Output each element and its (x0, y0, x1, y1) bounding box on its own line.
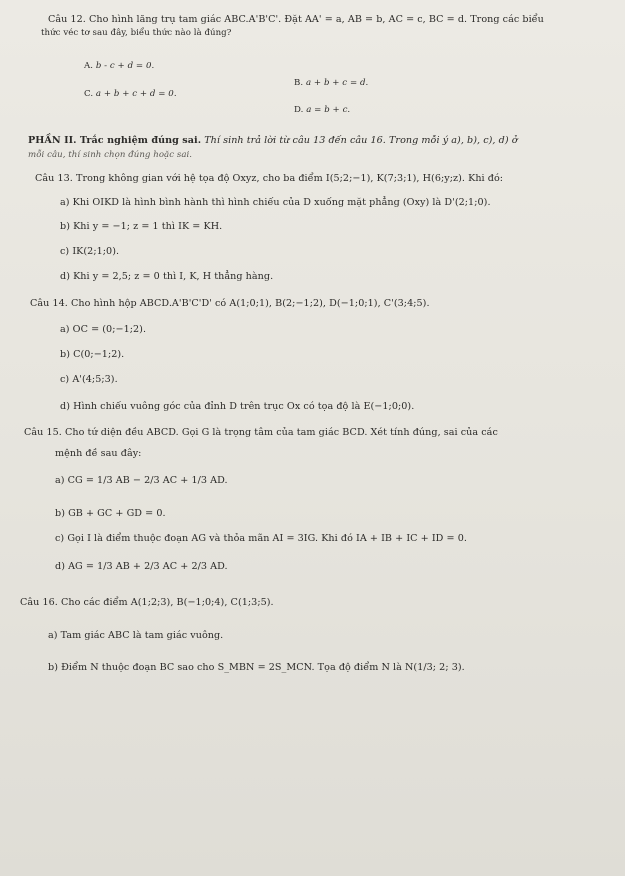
q13-item-d: d) Khi y = 2,5; z = 0 thì I, K, H thẳng hàng. (60, 271, 274, 282)
q16-stem: Câu 16. Cho các điểm A(1;2;3), B(−1;0;4), C(1;3;5). (20, 597, 274, 608)
q12-line2: thức véc tơ sau đây, biểu thức nào là đúng? (41, 28, 232, 38)
q14-item-c: c) A'(4;5;3). (60, 374, 118, 385)
q13-stem: Câu 13. Trong không gian với hệ tọa độ Oxyz, cho ba điểm I(5;2;−1), K(7;3;1), H(6;y;z). Khi đó: (35, 173, 504, 184)
q13-item-c: c) IK(2;1;0). (60, 246, 120, 257)
q16-item-a: a) Tam giác ABC là tam giác vuông. (48, 630, 224, 641)
q13-item-b: b) Khi y = −1; z = 1 thì IK = KH. (60, 221, 223, 232)
q12-option-a: A. b - c + d = 0. (84, 61, 155, 71)
q15-item-c: c) Gọi I là điểm thuộc đoạn AG và thỏa mãn AI = 3IG. Khi đó IA + IB + IC + ID = 0. (55, 533, 467, 544)
q14-item-a: a) OC = (0;−1;2). (60, 324, 147, 335)
q14-stem: Câu 14. Cho hình hộp ABCD.A'B'C'D' có A(1;0;1), B(2;−1;2), D(−1;0;1), C'(3;4;5). (30, 298, 430, 309)
q15-item-d: d) AG = 1/3 AB + 2/3 AC + 2/3 AD. (55, 561, 228, 572)
part2-instruction1: Thí sinh trả lời từ câu 13 đến câu 16. Trong mỗi ý a), b), c), d) ở (204, 135, 518, 146)
q14-item-d: d) Hình chiếu vuông góc của đỉnh D trên trục Ox có tọa độ là E(−1;0;0). (60, 401, 415, 412)
q12-option-c: C. a + b + c + d = 0. (84, 89, 177, 99)
part2-heading: PHẦN II. Trắc nghiệm đúng sai. (28, 135, 202, 146)
q15-stem-1: Câu 15. Cho tứ diện đều ABCD. Gọi G là trọng tâm của tam giác BCD. Xét tính đúng, sai của các (24, 427, 498, 438)
q13-item-a: a) Khi OIKD là hình bình hành thì hình chiếu của D xuống mặt phẳng (Oxy) là D'(2;1;0). (60, 197, 491, 208)
q12-option-b: B. a + b + c = d. (294, 78, 369, 88)
q12-option-d: D. a = b + c. (294, 105, 351, 115)
q15-stem-2: mệnh đề sau đây: (55, 448, 142, 459)
part2-line1 (28, 135, 518, 147)
q16-item-b: b) Điểm N thuộc đoạn BC sao cho S_MBN = 2S_MCN. Tọa độ điểm N là N(1/3; 2; 3). (48, 662, 465, 673)
q14-item-b: b) C(0;−1;2). (60, 349, 125, 360)
q15-item-a: a) CG = 1/3 AB − 2/3 AC + 1/3 AD. (55, 475, 228, 486)
q12-line1: Câu 12. Cho hình lăng trụ tam giác ABC.A'B'C'. Đặt AA' = a, AB = b, AC = c, BC = d. Trong các biểu (48, 14, 544, 25)
q15-item-b: b) GB + GC + GD = 0. (55, 508, 166, 519)
part2-instruction2: mỗi câu, thí sinh chọn đúng hoặc sai. (28, 150, 193, 160)
